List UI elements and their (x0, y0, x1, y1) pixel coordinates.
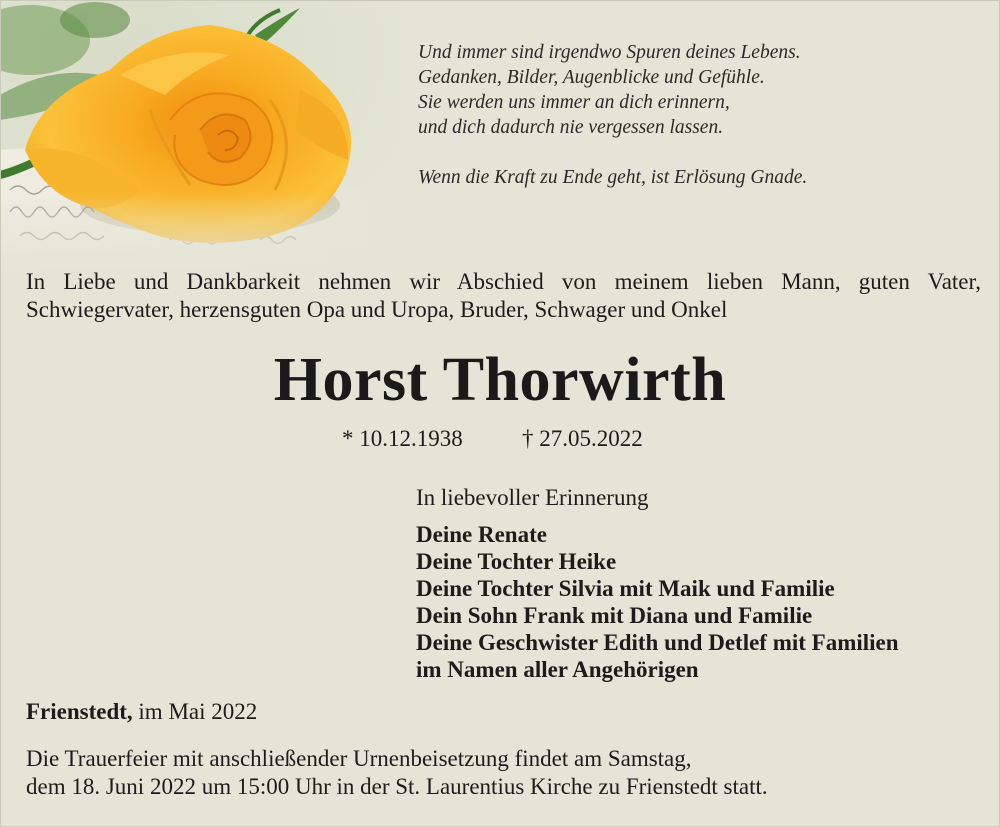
service-line-2: dem 18. Juni 2022 um 15:00 Uhr in der St. Laurentius Kirche zu Frienstedt statt. (26, 774, 768, 799)
death-date: † 27.05.2022 (522, 426, 643, 451)
poem-spacer (418, 140, 978, 165)
poem-line: Und immer sind irgendwo Spuren deines Lebens. (418, 42, 801, 63)
mourner-entry: im Namen aller Angehörigen (416, 657, 699, 682)
place-and-date (26, 698, 257, 726)
deceased-name: Horst Thorwirth (273, 346, 727, 414)
memory-heading: In liebevoller Erinnerung (416, 485, 649, 510)
intro-line-1: In Liebe und Dankbarkeit nehmen wir Abschied von meinem lieben Mann, guten Vater, (26, 269, 981, 294)
mourner-entry: Dein Sohn Frank mit Diana und Familie (416, 603, 813, 628)
mourner-entry: Deine Renate (416, 522, 547, 547)
intro-line-2: Schwiegervater, herzensguten Opa und Uropa, Bruder, Schwager und Onkel (26, 297, 728, 322)
mourners-list (416, 521, 899, 683)
poem-closing-line: Wenn die Kraft zu Ende geht, ist Erlösung Gnade. (418, 167, 808, 188)
birth-date: * 10.12.1938 (342, 426, 463, 451)
service-line-1: Die Trauerfeier mit anschließender Urnenbeisetzung findet am Samstag, (26, 746, 692, 771)
memorial-poem (418, 40, 978, 190)
place-city: Frienstedt, (26, 699, 133, 724)
poem-line: und dich dadurch nie vergessen lassen. (418, 117, 724, 138)
poem-line: Gedanken, Bilder, Augenblicke und Gefühle. (418, 67, 765, 88)
mourner-entry: Deine Geschwister Edith und Detlef mit Familien (416, 630, 899, 655)
yellow-rose-on-letter-icon (0, 0, 400, 275)
poem-line: Sie werden uns immer an dich erinnern, (418, 92, 730, 113)
funeral-service-info (26, 745, 768, 801)
place-date: im Mai 2022 (138, 699, 258, 724)
mourner-entry: Deine Tochter Heike (416, 549, 617, 574)
mourner-entry: Deine Tochter Silvia mit Maik und Familie (416, 576, 835, 601)
farewell-intro (26, 268, 981, 324)
